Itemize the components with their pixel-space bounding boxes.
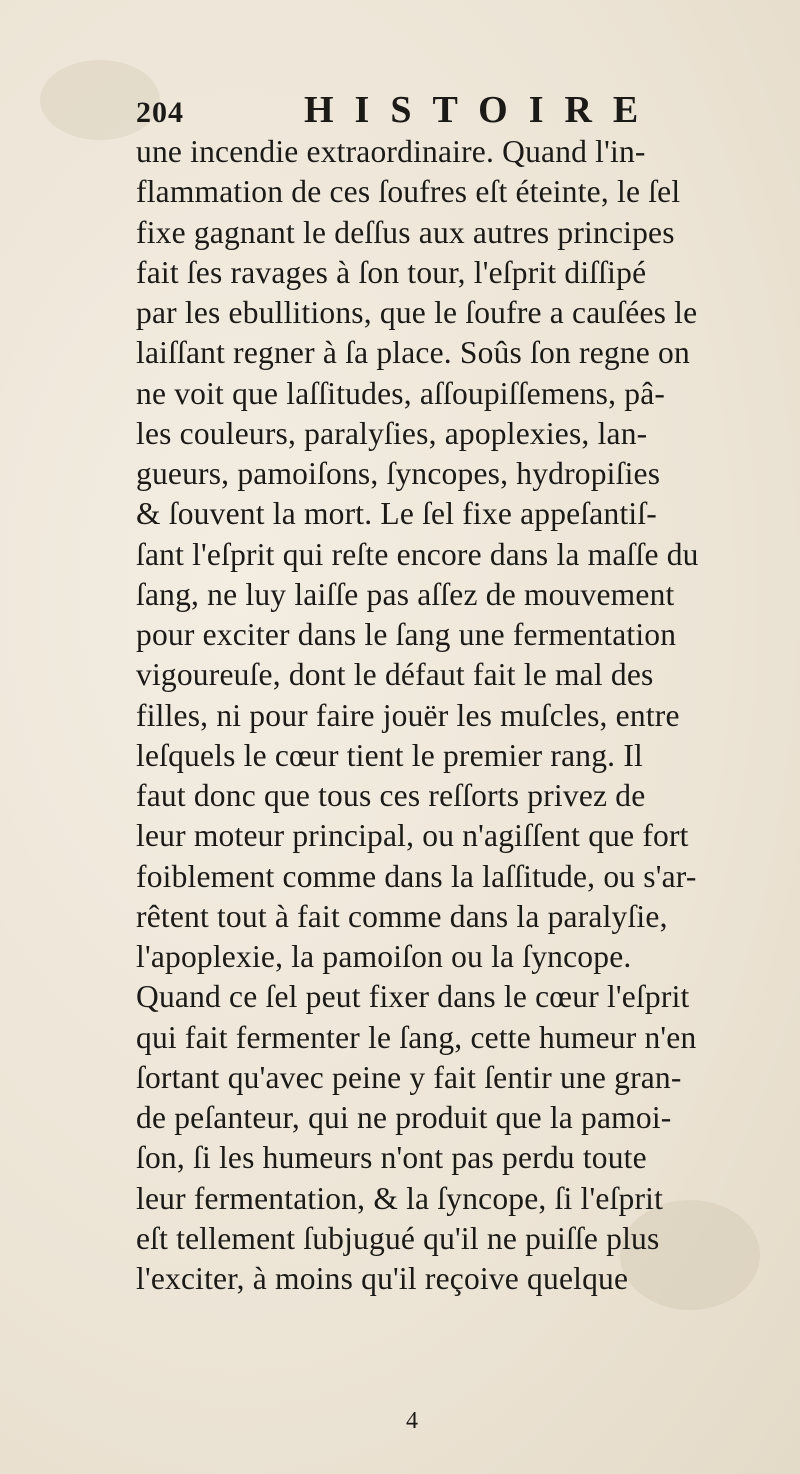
text-line: fixe gagnant le deſſus aux autres principes — [136, 214, 675, 250]
text-line: flammation de ces ſoufres eſt éteinte, le ſel — [136, 174, 681, 210]
text-line: leur moteur principal, ou n'agiſſent que fort — [136, 818, 689, 854]
running-head — [136, 88, 696, 138]
text-line: gueurs, pamoiſons, ſyncopes, hydropiſies — [136, 456, 661, 491]
text-line: foiblement comme dans la laſſitude, ou s'ar- — [136, 858, 697, 894]
text-line: vigoureuſe, dont le défaut fait le mal des — [136, 657, 654, 693]
text-line: ſortant qu'avec peine y fait ſentir une gran- — [136, 1059, 682, 1095]
text-line: eſt tellement ſubjugué qu'il ne puiſſe plus — [136, 1220, 660, 1256]
text-line: leur fermentation, & la ſyncope, ſi l'eſprit — [136, 1180, 664, 1216]
text-line: pour exciter dans le ſang une fermentation — [136, 617, 677, 652]
text-line: ne voit que laſſitudes, aſſoupiſſemens, pâ- — [136, 375, 666, 411]
text-line: par les ebullitions, que le ſoufre a cauſées le — [136, 295, 698, 330]
text-line: laiſſant regner à ſa place. Soûs ſon regne on — [136, 335, 690, 371]
text-line: ſon, ſi les humeurs n'ont pas perdu toute — [136, 1140, 647, 1176]
running-title: HISTOIRE — [304, 89, 660, 131]
text-line: ſang, ne luy laiſſe pas aſſez de mouvement — [136, 576, 675, 612]
text-line: leſquels le cœur tient le premier rang. Il — [136, 737, 643, 773]
page-number: 204 — [136, 96, 184, 129]
text-line: ſant l'eſprit qui reſte encore dans la maſſe du — [136, 536, 699, 572]
text-line: filles, ni pour faire jouër les muſcles, entre — [136, 697, 680, 733]
text-line: de peſanteur, qui ne produit que la pamoi- — [136, 1100, 672, 1135]
text-line: l'apoplexie, la pamoiſon ou la ſyncope. — [136, 939, 632, 974]
text-line: & ſouvent la mort. Le ſel fixe appeſantiſ- — [136, 496, 657, 532]
text-line: Quand ce ſel peut fixer dans le cœur l'eſprit — [136, 979, 690, 1015]
text-line: une incendie extraordinaire. Quand l'in- — [136, 134, 646, 169]
text-line: fait ſes ravages à ſon tour, l'eſprit diſſipé — [136, 254, 647, 290]
signature-mark: 4 — [406, 1408, 418, 1434]
text-line: rêtent tout à fait comme dans la paralyſie, — [136, 898, 668, 934]
text-line: l'exciter, à moins qu'il reçoive quelque — [136, 1261, 629, 1296]
text-line: faut donc que tous ces reſſorts privez de — [136, 778, 646, 813]
text-line: les couleurs, paralyſies, apoplexies, lan- — [136, 415, 648, 451]
text-line: qui fait fermenter le ſang, cette humeur n'en — [136, 1019, 697, 1055]
body-text — [136, 132, 796, 1299]
